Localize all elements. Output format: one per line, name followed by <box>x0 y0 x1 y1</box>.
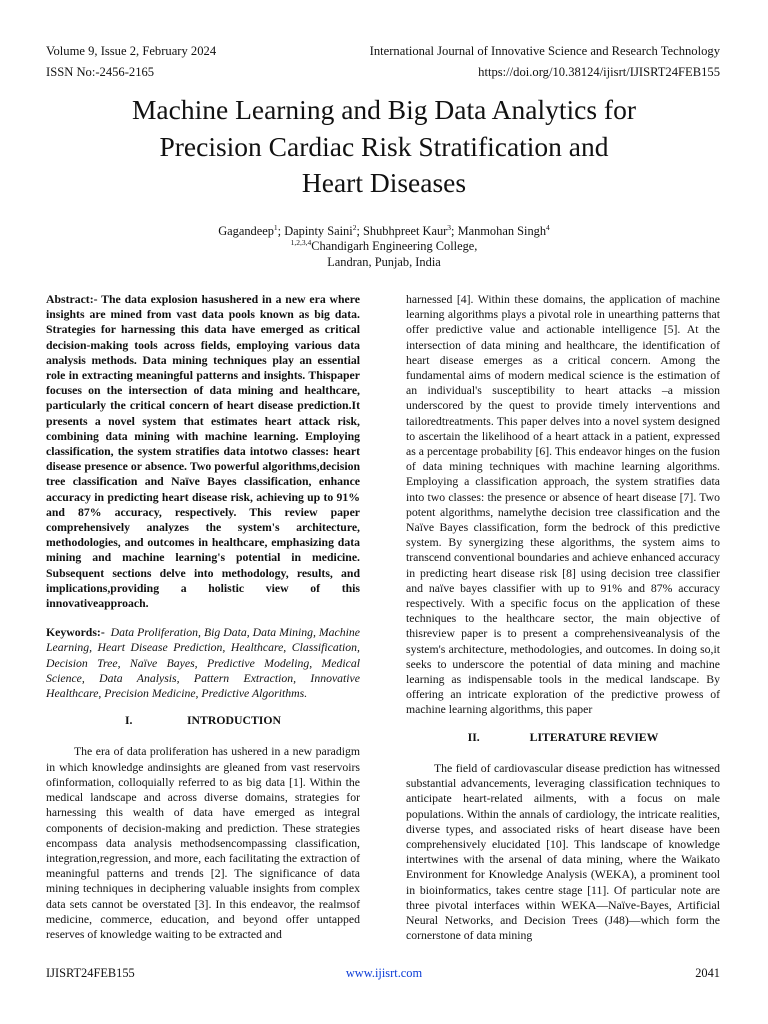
affiliation-line: Chandigarh Engineering College, <box>311 239 478 254</box>
literature-review-paragraph: The field of cardiovascular disease prediction has witnessed substantial advancements, leveraging classification techniques to anticipate heart-related ailments, with a focus on male populations. Within the annals of cardiology, the intricate realities, diverse types, and associated risks of heart disease have been comprehensively elucidated [10]. This landscape of knowledge intertwines with the arsenal of data mining, where the Waikato Environment for Knowledge Analysis (WEKA), a prominent tool in bioinformatics, takes centre stage [11]. Of particular note are three pivotal interfaces within WEKA—Naïve-Bayes, Artificial Neural Networks, and Decision Trees (J48)—which form the cornerstone of data mining <box>406 761 720 943</box>
journal-website-link[interactable]: www.ijisrt.com <box>345 966 423 980</box>
author-name: ; Manmohan Singh <box>451 224 547 239</box>
section-title: LITERATURE REVIEW <box>529 730 659 744</box>
volume-issue-label: Volume 9, Issue 2, February 2024 <box>46 44 217 58</box>
right-column <box>406 292 720 943</box>
author-affiliation-marker: 1 <box>273 223 278 232</box>
affiliation <box>40 235 728 270</box>
abstract-paragraph: Abstract:- The data explosion hasushered in a new era where insights are mined from vast data pools known as big data. Strategies for harnessing this data have emerged as critical decision-making tools across fields, employing various data analysis methods. Data mining techniques play an essential role in extracting meaningful patterns and insights. Thispaper focuses on the intersection of data mining and healthcare, particularly the critical concern of heart disease prediction.It presents a novel system that estimates heart attack risk, combining data mining with machine learning. Employing classification, the system stratifies data intotwo classes: heart disease presence or absence. Two powerful algorithms,decision tree classification and Naïve Bayes classification, enhance accuracy in predicting heart disease risk, achieving up to 91% and 87% accuracy, respectively. This review paper comprehensively analyzes the system's architecture, methodologies, and outcomes in healthcare, emphasizing data mining and machine learning's potential in medicine. Subsequent sections delve into methodology, results, and implications,providing a holistic view of this innovativeapproach. <box>46 293 360 611</box>
left-column <box>46 292 360 942</box>
doi-link[interactable]: https://doi.org/10.38124/ijisrt/IJISRT24FEB155 <box>478 65 720 79</box>
paper-title <box>40 92 728 202</box>
page-number: 2041 <box>695 966 720 980</box>
keywords-text: Data Proliferation, Big Data, Data Mining, Machine Learning, Heart Disease Prediction, Healthcare, Classification, Decision Tree, Naïve Bayes, Predictive Modeling, Medical Science, Data Analysis, Pattern Extraction, Innovative Healthcare, Precision Medicine, Predictive Algorithms. <box>46 626 361 701</box>
journal-name: International Journal of Innovative Science and Research Technology <box>369 44 720 58</box>
author-affiliation-marker: 3 <box>447 223 452 232</box>
introduction-continued-paragraph: harnessed [4]. Within these domains, the application of machine learning algorithms plays a pivotal role in unearthing patterns that offer predictive value and actionable intelligence [5]. At the intersection of data mining and healthcare, the identification of heart disease emerges as a critical concern. Among the fundamental aims of modern medical science is the estimation of an individual's susceptibility to heart attacks –a mission underscored by the quest to provide timely interventions and tailoredtreatments. This paper delves into a novel system designed to ascertain the likelihood of a heart attack in a patient, expressed as a percentage probability [6]. This endeavor hinges on the fusion of data mining techniques with machine learning algorithms. Employing a classification approach, the system stratifies data into two classes: the presence or absence of heart disease [7]. Two potent algorithms, namelythe decision tree classification and the Naïve Bayes classification, form the bedrock of this predictive system. By synergizing these algorithms, the system aims to transcend conventional boundaries and achieve enhanced accuracy in predicting heart disease risk [8] using decision tree classifier and naïve bayes classifier with up to 91% and 87% accuracy respectively. With a specific focus on the application of these techniques to the healthcare sector, the main objective of thisreview paper is to present a comprehensiveanalysis of the system's architecture, methodologies, and outcomes. In doing so,it seeks to underscore the potential of data mining and machine learning as indispensable tools in the medical landscape. By offering an intricate exploration of the predictive prowess of machine learning algorithms, this paper <box>406 293 720 717</box>
section-heading-introduction <box>46 713 360 728</box>
author-name: Gagandeep <box>218 224 274 239</box>
author-name: ; Dapinty Saini <box>277 224 353 239</box>
keywords-label: Keywords:- <box>46 626 105 640</box>
section-heading-literature-review <box>406 730 720 745</box>
author-name: ; Shubhpreet Kaur <box>356 224 448 239</box>
keywords-paragraph <box>46 625 360 701</box>
article-code: IJISRT24FEB155 <box>46 966 135 980</box>
section-title: INTRODUCTION <box>186 714 281 728</box>
issn-label: ISSN No:-2456-2165 <box>46 65 155 79</box>
author-affiliation-marker: 4 <box>546 223 550 232</box>
affiliation-marker: 1,2,3,4 <box>290 238 312 247</box>
title-line: Machine Learning and Big Data Analytics for <box>131 94 636 125</box>
author-affiliation-marker: 2 <box>352 223 357 232</box>
title-line: Heart Diseases <box>301 167 467 198</box>
introduction-paragraph: The era of data proliferation has ushered in a new paradigm in which knowledge andinsights are gleaned from vast reservoirs ofinformation, colloquially referred to as big data [1]. Within the medical landscape and across diverse domains, strategies for harnessing this wealth of data have emerged as integral components of decision-making and prediction. These strategies encompass data analysis methodsencompassing classification, integration,regression, and more, each facilitating the extraction of meaningful patterns and trends [2]. The significance of data mining techniques in deciphering valuable insights from complex data sets cannot be overstated [3]. In this endeavor, the realmsof medicine, commerce, education, and beyond offer untapped reserves of knowledge waiting to be extracted and <box>46 745 360 941</box>
section-number: I. <box>124 714 133 728</box>
section-number: II. <box>467 730 480 744</box>
affiliation-line: Landran, Punjab, India <box>327 254 441 269</box>
title-line: Precision Cardiac Risk Stratification and <box>159 130 609 162</box>
